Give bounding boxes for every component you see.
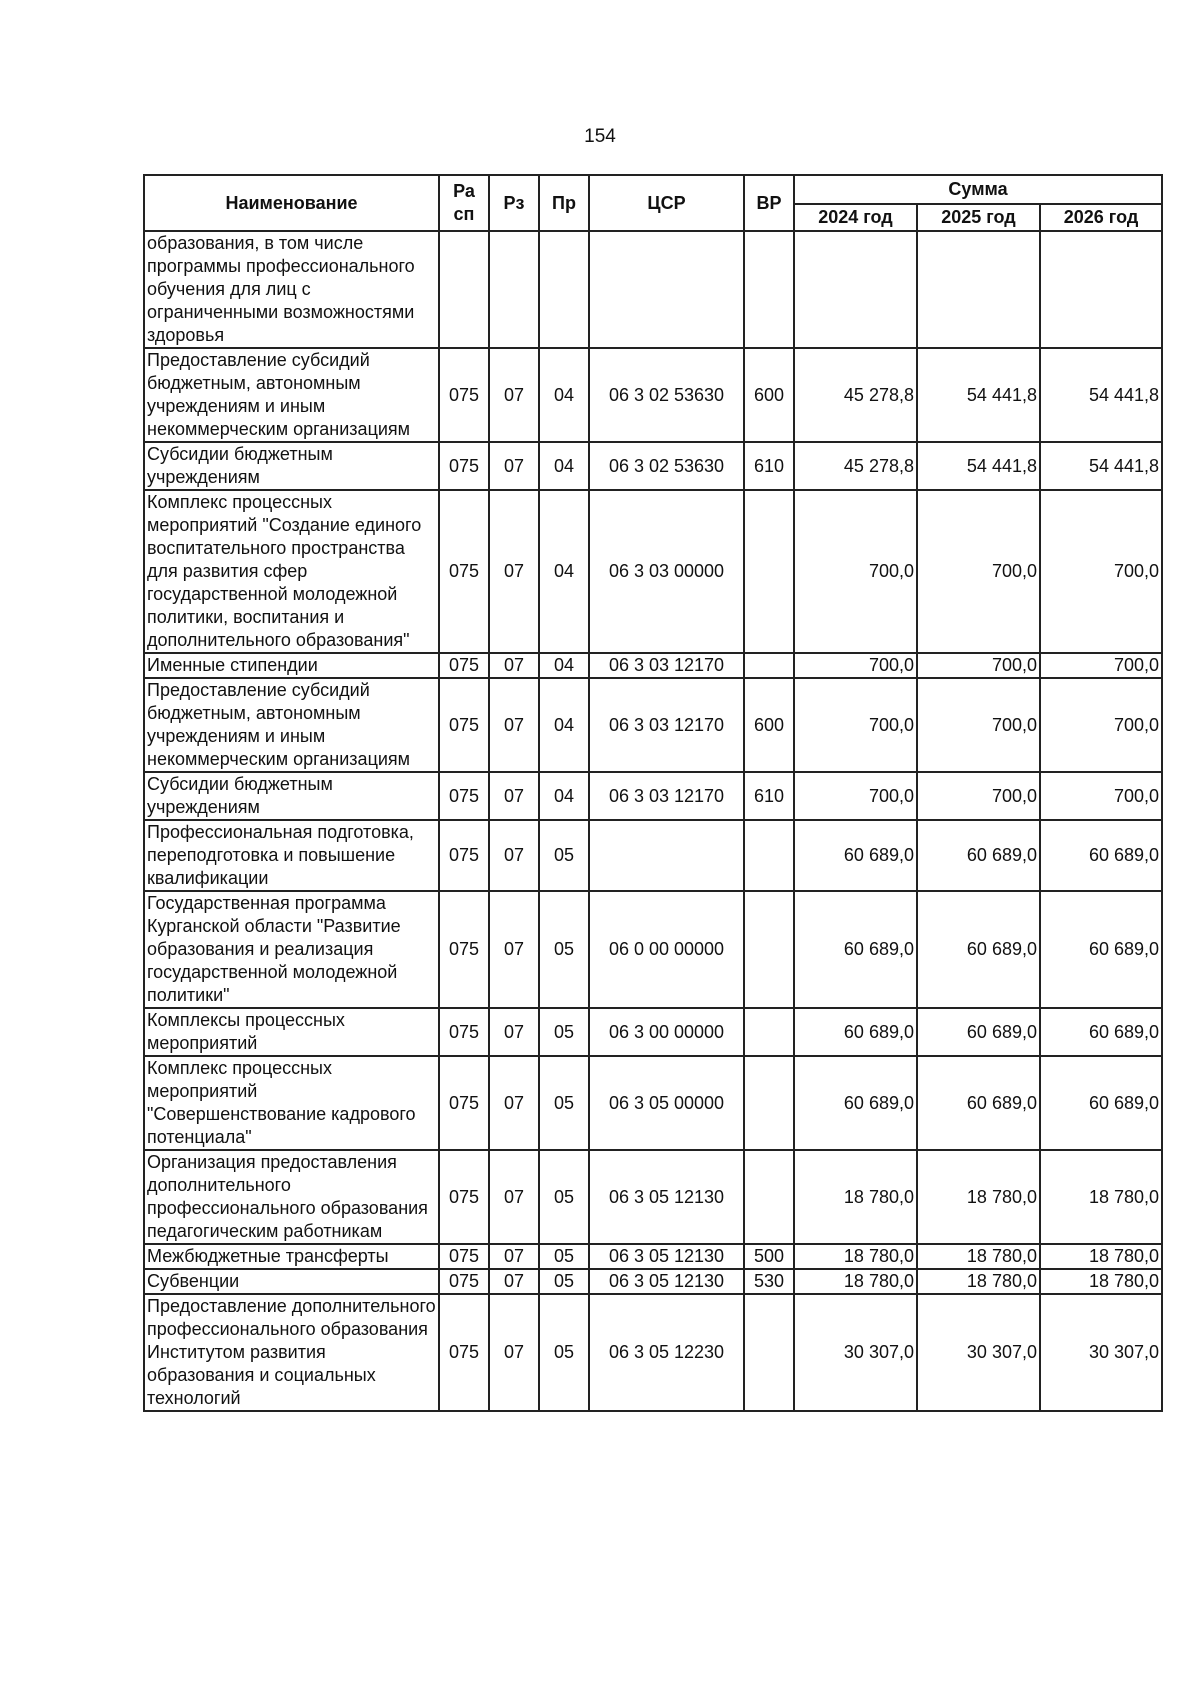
cell-rasp: 075 bbox=[439, 1294, 489, 1411]
budget-table bbox=[143, 174, 1163, 1412]
header-rasp-line2: сп bbox=[453, 204, 475, 224]
cell-rasp: 075 bbox=[439, 490, 489, 653]
cell-amount-2024: 60 689,0 bbox=[794, 1056, 917, 1150]
cell-name: Предоставление субсидий бюджетным, автономным учреждениям и иным некоммерческим организациям bbox=[144, 678, 439, 772]
cell-amount-2024: 60 689,0 bbox=[794, 891, 917, 1008]
cell-vr bbox=[744, 1150, 794, 1244]
cell-amount-2025: 18 780,0 bbox=[917, 1269, 1040, 1294]
cell-rz: 07 bbox=[489, 1244, 539, 1269]
cell-pr: 04 bbox=[539, 348, 589, 442]
cell-vr bbox=[744, 1294, 794, 1411]
cell-rz: 07 bbox=[489, 348, 539, 442]
cell-pr: 04 bbox=[539, 678, 589, 772]
cell-csr: 06 3 03 12170 bbox=[589, 653, 744, 678]
cell-amount-2026: 18 780,0 bbox=[1040, 1150, 1162, 1244]
cell-amount-2025 bbox=[917, 231, 1040, 348]
table-row bbox=[144, 653, 1162, 678]
cell-name: Субвенции bbox=[144, 1269, 439, 1294]
cell-amount-2024: 30 307,0 bbox=[794, 1294, 917, 1411]
cell-rz bbox=[489, 231, 539, 348]
cell-csr: 06 3 05 12130 bbox=[589, 1244, 744, 1269]
cell-rasp: 075 bbox=[439, 1244, 489, 1269]
cell-csr: 06 3 02 53630 bbox=[589, 348, 744, 442]
cell-amount-2026: 54 441,8 bbox=[1040, 442, 1162, 490]
table-row bbox=[144, 891, 1162, 1008]
cell-amount-2025: 700,0 bbox=[917, 490, 1040, 653]
cell-amount-2026: 60 689,0 bbox=[1040, 1008, 1162, 1056]
cell-amount-2024: 700,0 bbox=[794, 772, 917, 820]
cell-amount-2026 bbox=[1040, 231, 1162, 348]
table-row bbox=[144, 490, 1162, 653]
table-row bbox=[144, 348, 1162, 442]
cell-vr bbox=[744, 1056, 794, 1150]
cell-name: Комплекс процессных мероприятий "Совершенствование кадрового потенциала" bbox=[144, 1056, 439, 1150]
cell-amount-2025: 60 689,0 bbox=[917, 1056, 1040, 1150]
header-year-2024: 2024 год bbox=[794, 204, 917, 231]
cell-amount-2025: 60 689,0 bbox=[917, 891, 1040, 1008]
cell-amount-2024: 18 780,0 bbox=[794, 1244, 917, 1269]
table-row bbox=[144, 772, 1162, 820]
cell-rz: 07 bbox=[489, 442, 539, 490]
cell-amount-2024: 700,0 bbox=[794, 490, 917, 653]
table-row bbox=[144, 820, 1162, 891]
cell-name: Субсидии бюджетным учреждениям bbox=[144, 772, 439, 820]
cell-rasp: 075 bbox=[439, 653, 489, 678]
cell-vr: 500 bbox=[744, 1244, 794, 1269]
cell-rz: 07 bbox=[489, 820, 539, 891]
cell-vr: 610 bbox=[744, 442, 794, 490]
cell-pr: 04 bbox=[539, 442, 589, 490]
cell-amount-2024: 60 689,0 bbox=[794, 820, 917, 891]
cell-pr bbox=[539, 231, 589, 348]
cell-pr: 05 bbox=[539, 891, 589, 1008]
table-row bbox=[144, 1244, 1162, 1269]
cell-rasp: 075 bbox=[439, 891, 489, 1008]
cell-vr: 600 bbox=[744, 348, 794, 442]
cell-amount-2024: 700,0 bbox=[794, 678, 917, 772]
header-summa: Сумма bbox=[794, 175, 1162, 204]
table-row bbox=[144, 442, 1162, 490]
cell-rz: 07 bbox=[489, 653, 539, 678]
cell-amount-2025: 18 780,0 bbox=[917, 1150, 1040, 1244]
cell-rasp: 075 bbox=[439, 678, 489, 772]
cell-amount-2024: 45 278,8 bbox=[794, 348, 917, 442]
header-rz: Рз bbox=[489, 175, 539, 231]
cell-vr bbox=[744, 653, 794, 678]
cell-amount-2025: 60 689,0 bbox=[917, 1008, 1040, 1056]
header-year-2025: 2025 год bbox=[917, 204, 1040, 231]
table-body bbox=[144, 231, 1162, 1411]
cell-amount-2026: 700,0 bbox=[1040, 772, 1162, 820]
cell-name: образования, в том числе программы профессионального обучения для лиц с ограниченными возможностями здоровья bbox=[144, 231, 439, 348]
cell-rasp bbox=[439, 231, 489, 348]
cell-vr: 600 bbox=[744, 678, 794, 772]
cell-amount-2025: 18 780,0 bbox=[917, 1244, 1040, 1269]
cell-amount-2025: 700,0 bbox=[917, 653, 1040, 678]
cell-name: Предоставление субсидий бюджетным, автономным учреждениям и иным некоммерческим организациям bbox=[144, 348, 439, 442]
cell-amount-2025: 30 307,0 bbox=[917, 1294, 1040, 1411]
table-header bbox=[144, 175, 1162, 231]
cell-rz: 07 bbox=[489, 1150, 539, 1244]
cell-amount-2024 bbox=[794, 231, 917, 348]
cell-amount-2024: 18 780,0 bbox=[794, 1269, 917, 1294]
cell-amount-2026: 54 441,8 bbox=[1040, 348, 1162, 442]
cell-name: Субсидии бюджетным учреждениям bbox=[144, 442, 439, 490]
cell-rz: 07 bbox=[489, 1056, 539, 1150]
cell-pr: 05 bbox=[539, 1269, 589, 1294]
cell-rasp: 075 bbox=[439, 1008, 489, 1056]
cell-amount-2026: 700,0 bbox=[1040, 653, 1162, 678]
cell-csr bbox=[589, 231, 744, 348]
cell-csr bbox=[589, 820, 744, 891]
cell-rz: 07 bbox=[489, 678, 539, 772]
cell-amount-2026: 60 689,0 bbox=[1040, 1056, 1162, 1150]
cell-vr: 530 bbox=[744, 1269, 794, 1294]
header-rasp-line1: Ра bbox=[453, 181, 475, 201]
cell-csr: 06 3 03 12170 bbox=[589, 678, 744, 772]
table-row bbox=[144, 1056, 1162, 1150]
cell-name: Именные стипендии bbox=[144, 653, 439, 678]
cell-csr: 06 3 03 00000 bbox=[589, 490, 744, 653]
cell-rasp: 075 bbox=[439, 348, 489, 442]
cell-amount-2026: 60 689,0 bbox=[1040, 891, 1162, 1008]
header-rasp bbox=[439, 175, 489, 231]
cell-name: Комплексы процессных мероприятий bbox=[144, 1008, 439, 1056]
cell-csr: 06 3 05 12130 bbox=[589, 1150, 744, 1244]
cell-name: Государственная программа Курганской области "Развитие образования и реализация государственной молодежной политики" bbox=[144, 891, 439, 1008]
page-number: 154 bbox=[584, 126, 616, 147]
cell-rasp: 075 bbox=[439, 1150, 489, 1244]
cell-rz: 07 bbox=[489, 1269, 539, 1294]
cell-amount-2026: 60 689,0 bbox=[1040, 820, 1162, 891]
cell-pr: 05 bbox=[539, 1150, 589, 1244]
cell-amount-2026: 18 780,0 bbox=[1040, 1244, 1162, 1269]
table-row bbox=[144, 231, 1162, 348]
cell-rasp: 075 bbox=[439, 820, 489, 891]
cell-pr: 05 bbox=[539, 1008, 589, 1056]
cell-vr bbox=[744, 1008, 794, 1056]
cell-rz: 07 bbox=[489, 1008, 539, 1056]
cell-csr: 06 3 05 12130 bbox=[589, 1269, 744, 1294]
cell-rasp: 075 bbox=[439, 442, 489, 490]
cell-amount-2026: 18 780,0 bbox=[1040, 1269, 1162, 1294]
table-row bbox=[144, 1269, 1162, 1294]
cell-amount-2026: 700,0 bbox=[1040, 678, 1162, 772]
cell-vr bbox=[744, 891, 794, 1008]
cell-csr: 06 3 05 00000 bbox=[589, 1056, 744, 1150]
cell-vr: 610 bbox=[744, 772, 794, 820]
cell-name: Профессиональная подготовка, переподготовка и повышение квалификации bbox=[144, 820, 439, 891]
cell-csr: 06 3 02 53630 bbox=[589, 442, 744, 490]
cell-pr: 04 bbox=[539, 653, 589, 678]
cell-rasp: 075 bbox=[439, 1056, 489, 1150]
header-year-2026: 2026 год bbox=[1040, 204, 1162, 231]
header-csr: ЦСР bbox=[589, 175, 744, 231]
cell-amount-2025: 60 689,0 bbox=[917, 820, 1040, 891]
table-row bbox=[144, 1150, 1162, 1244]
cell-vr bbox=[744, 231, 794, 348]
cell-name: Предоставление дополнительного профессионального образования Институтом развития образования и социальных технологий bbox=[144, 1294, 439, 1411]
cell-amount-2024: 700,0 bbox=[794, 653, 917, 678]
cell-amount-2025: 700,0 bbox=[917, 678, 1040, 772]
cell-pr: 05 bbox=[539, 820, 589, 891]
header-vr: ВР bbox=[744, 175, 794, 231]
cell-amount-2025: 54 441,8 bbox=[917, 442, 1040, 490]
cell-amount-2024: 18 780,0 bbox=[794, 1150, 917, 1244]
cell-rasp: 075 bbox=[439, 772, 489, 820]
cell-pr: 04 bbox=[539, 772, 589, 820]
cell-rz: 07 bbox=[489, 1294, 539, 1411]
cell-pr: 04 bbox=[539, 490, 589, 653]
cell-pr: 05 bbox=[539, 1244, 589, 1269]
cell-amount-2025: 700,0 bbox=[917, 772, 1040, 820]
cell-pr: 05 bbox=[539, 1294, 589, 1411]
table-row bbox=[144, 1008, 1162, 1056]
cell-name: Комплекс процессных мероприятий "Создание единого воспитательного пространства для развития сфер государственной молодежной политики, воспитания и дополнительного образования" bbox=[144, 490, 439, 653]
cell-rz: 07 bbox=[489, 490, 539, 653]
cell-csr: 06 3 00 00000 bbox=[589, 1008, 744, 1056]
cell-csr: 06 3 03 12170 bbox=[589, 772, 744, 820]
cell-pr: 05 bbox=[539, 1056, 589, 1150]
table-row bbox=[144, 678, 1162, 772]
cell-amount-2024: 60 689,0 bbox=[794, 1008, 917, 1056]
cell-vr bbox=[744, 820, 794, 891]
header-name: Наименование bbox=[144, 175, 439, 231]
cell-csr: 06 3 05 12230 bbox=[589, 1294, 744, 1411]
cell-amount-2026: 30 307,0 bbox=[1040, 1294, 1162, 1411]
cell-amount-2025: 54 441,8 bbox=[917, 348, 1040, 442]
cell-amount-2024: 45 278,8 bbox=[794, 442, 917, 490]
cell-rz: 07 bbox=[489, 891, 539, 1008]
header-pr: Пр bbox=[539, 175, 589, 231]
cell-vr bbox=[744, 490, 794, 653]
cell-name: Межбюджетные трансферты bbox=[144, 1244, 439, 1269]
cell-amount-2026: 700,0 bbox=[1040, 490, 1162, 653]
cell-rasp: 075 bbox=[439, 1269, 489, 1294]
cell-csr: 06 0 00 00000 bbox=[589, 891, 744, 1008]
table-row bbox=[144, 1294, 1162, 1411]
cell-rz: 07 bbox=[489, 772, 539, 820]
cell-name: Организация предоставления дополнительного профессионального образования педагогическим работникам bbox=[144, 1150, 439, 1244]
